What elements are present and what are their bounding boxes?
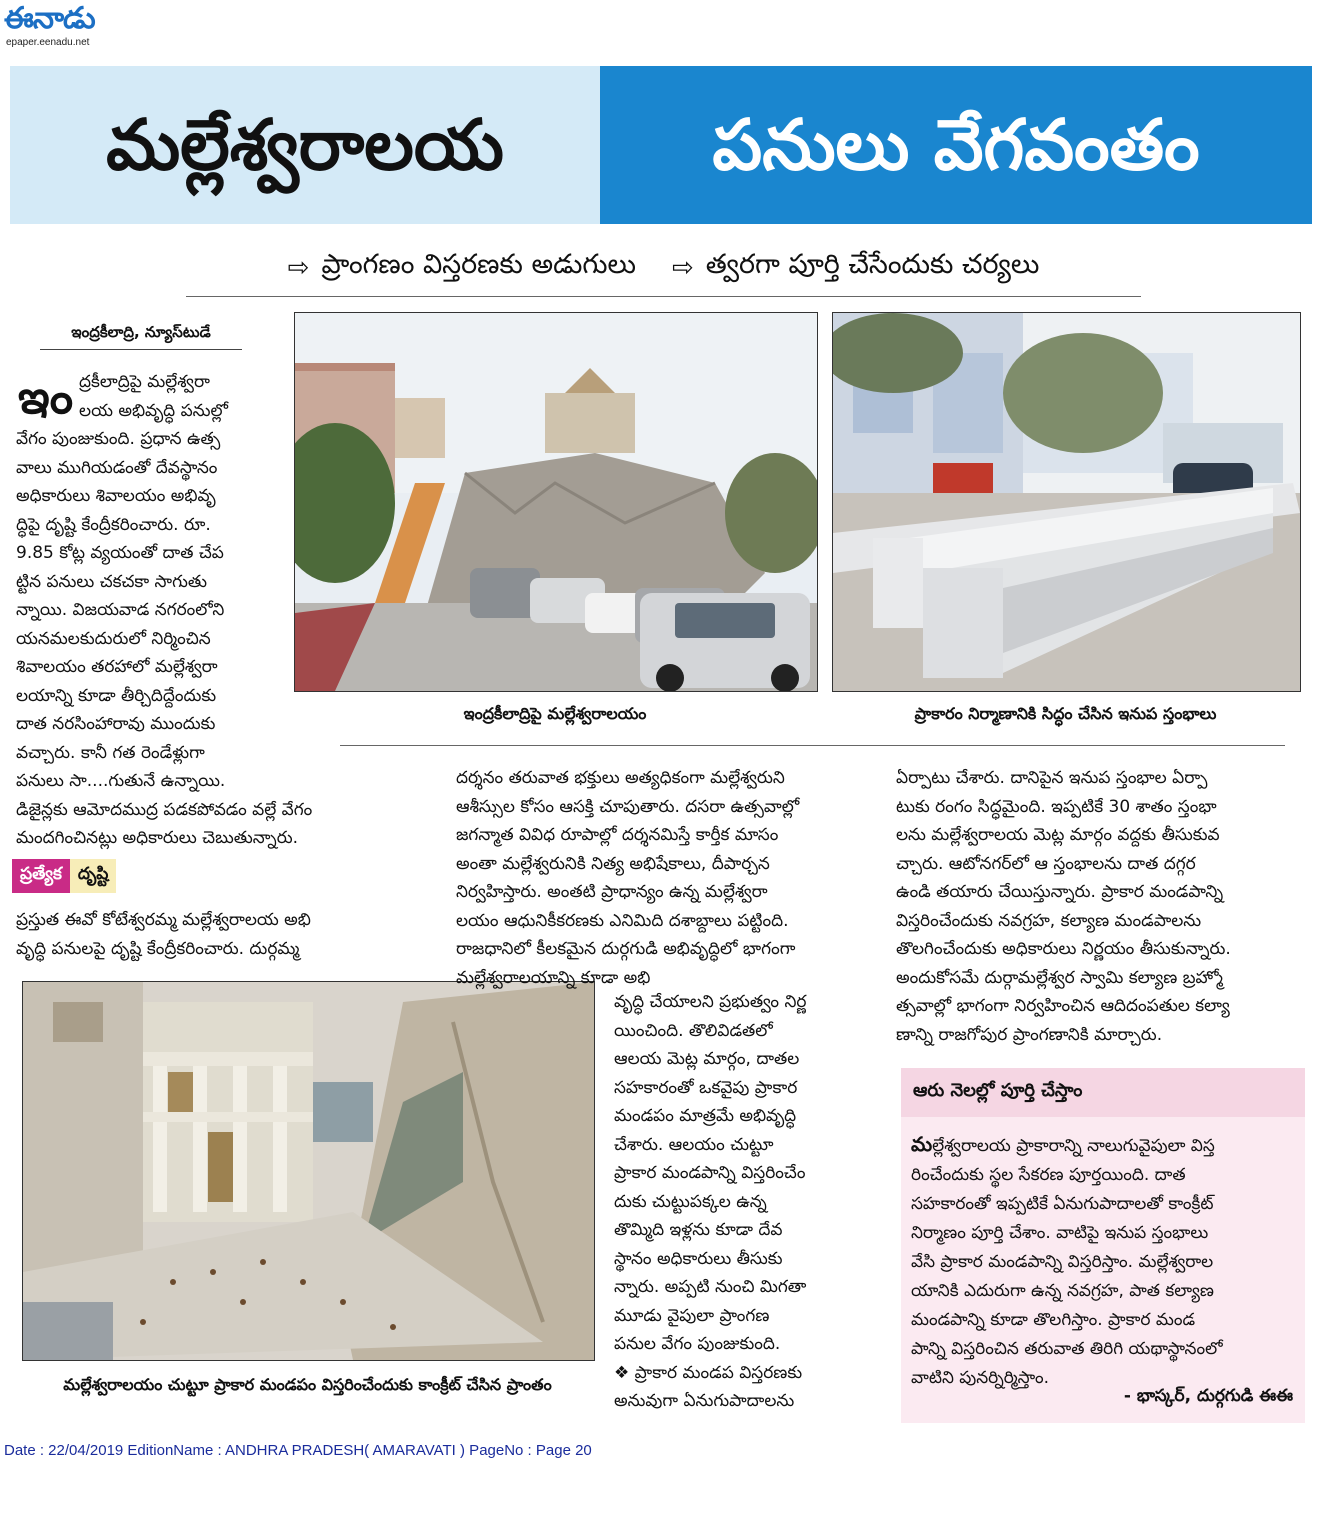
lead-line: లయాన్ని కూడా తీర్చిదిద్దేందుకు	[16, 685, 217, 706]
body-line: నిర్వహిస్తారు. అంతటి ప్రాధాన్యం ఉన్న మల్లేశ్వరా	[456, 882, 768, 902]
arrow-icon: ⇨	[287, 253, 310, 283]
deck-point-2-text: త్వరగా పూర్తి చేసేందుకు చర్యలు	[705, 249, 1040, 280]
lead-line: 9.85 కోట్ల వ్యయంతో దాత చేప	[16, 543, 224, 563]
lead-line: దాత నరసింహారావు ముందుకు	[16, 714, 216, 734]
lead-line: మందగించినట్లు అధికారులు చెబుతున్నారు.	[16, 828, 299, 848]
headline-left-panel	[10, 66, 600, 224]
body-line: తొలగించేందుకు అధికారులు నిర్ణయం తీసుకున్నారు.	[896, 939, 1231, 959]
article-column-2	[456, 764, 864, 992]
body-line: ఆశీస్సుల కోసం ఆసక్తి చూపుతారు. దసరా ఉత్సవాల్లో	[456, 796, 800, 817]
body-line: న్నారు. అప్పటి నుంచి మిగతా	[614, 1277, 807, 1297]
photo-concreted-area	[22, 981, 595, 1361]
arrow-icon: ⇨	[671, 253, 694, 283]
drop-cap: ఇం	[18, 370, 74, 424]
lead-line: ట్టిన పనులు చకచకా సాగుతు	[16, 571, 207, 592]
deck-point-1-text: ప్రాంగణం విస్తరణకు అడుగులు	[321, 249, 636, 280]
body-line: దర్శనం తరువాత భక్తులు అత్యధికంగా మల్లేశ్వరుని	[456, 768, 785, 788]
body-line: టుకు రంగం సిద్ధమైంది. ఇప్పటికే 30 శాతం స్తంభా	[896, 796, 1217, 817]
quote-box-heading: ఆరు నెలల్లో పూర్తి చేస్తాం	[901, 1068, 1305, 1117]
body-line: ణాన్ని రాజగోపుర ప్రాంగణానికి మార్చారు.	[896, 1024, 1163, 1045]
box-line: పాన్ని విస్తరించిన తరువాత తిరిగి యథాస్థానంలో	[911, 1339, 1223, 1359]
box-line: యానికి ఎదురుగా ఉన్న నవగ్రహ, పాత కల్యాణ	[911, 1281, 1214, 1301]
divider-rule	[340, 745, 1285, 746]
photo-iron-pillars	[832, 312, 1301, 692]
article-column-1b	[16, 906, 396, 963]
photo-caption: మల్లేశ్వరాలయం చుట్టూ ప్రాకార మండపం విస్తరించేందుకు కాంక్రీట్‌ చేసిన ప్రాంతం	[63, 1375, 552, 1394]
body-line: లను మల్లేశ్వరాలయ మెట్ల మార్గం వద్దకు తీసుకువ	[896, 825, 1220, 845]
box-line: వాటిని పునర్నిర్మిస్తాం.	[911, 1368, 1050, 1388]
body-line: చ్చారు. ఆటోనగర్‌లో ఆ స్తంభాలను దాత దగ్గర	[896, 853, 1196, 874]
box-line: సహకారంతో ఇప్పటికే ఏనుగుపాదాలతో కాంక్రీట్‌	[911, 1194, 1214, 1214]
box-line: వేసి ప్రాకార మండపాన్ని విస్తరిస్తాం. మల్లేశ్వరాల	[911, 1252, 1214, 1272]
body-line: సహకారంతో ఒకవైపు ప్రాకార	[614, 1077, 798, 1098]
body-line: రాజధానిలో కీలకమైన దుర్గగుడి అభివృద్ధిలో భాగంగా	[456, 939, 796, 959]
body-line: యించింది. తొలివిడతలో	[614, 1020, 773, 1041]
body-line: ఉండి తయారు చేయిస్తున్నారు. ప్రాకార మండపాన్ని	[896, 882, 1224, 902]
special-focus-tag	[12, 858, 116, 894]
box-first-letter: మ	[911, 1132, 933, 1156]
body-line: ఆలయ మెట్ల మార్గం, దాతల	[614, 1049, 800, 1069]
body-line: విస్తరించేందుకు నవగ్రహ, కల్యాణ మండపాలను	[896, 910, 1202, 931]
edition-footer: Date : 22/04/2019 EditionName : ANDHRA PRADESH( AMARAVATI ) PageNo : Page 20	[4, 1442, 592, 1459]
lead-line: వచ్చారు. కానీ గత రెండేళ్లుగా	[16, 742, 205, 763]
lead-line: లయ అభివృద్ధి పనుల్లో	[79, 400, 228, 421]
special-tag-label-2: దృష్టి	[70, 859, 116, 893]
dateline: ఇంద్రకీలాద్రి, న్యూస్‌టుడే	[40, 323, 242, 350]
box-line: మండపాన్ని కూడా తొలగిస్తాం. ప్రాకార మండ	[911, 1310, 1196, 1330]
body-line: తొమ్మిది ఇళ్లను కూడా దేవ	[614, 1220, 783, 1240]
photo-temple-on-hill	[294, 312, 818, 692]
body-line: ఏర్పాటు చేశారు. దానిపైన ఇనుప స్తంభాల ఏర్పా	[896, 768, 1208, 788]
lead-line: ద్ధిపై దృష్టి కేంద్రీకరించారు. రూ.	[16, 514, 211, 535]
lead-line: డిజైన్లకు ఆమోదముద్ర పడకపోవడం వల్లే వేగం	[16, 799, 313, 820]
body-line: వృద్ధి పనులపై దృష్టి కేంద్రీకరించారు. దుర్గమ్మ	[16, 938, 300, 959]
body-line: వృద్ధి చేయాలని ప్రభుత్వం నిర్ణ	[614, 992, 807, 1012]
box-line: మల్లేశ్వరాలయ ప్రాకారాన్ని నాలుగువైపులా విస్త	[911, 1132, 1215, 1156]
body-line: లయం ఆధునికీకరణకు ఎనిమిది దశాబ్దాలు పట్టింది.	[456, 910, 789, 931]
lead-line: యనమలకుదురులో నిర్మించిన	[16, 628, 211, 649]
body-line: ❖ ప్రాకార మండప విస్తరణకు	[614, 1362, 803, 1383]
quote-box	[901, 1068, 1305, 1423]
deck-point-2	[672, 249, 1039, 287]
quote-box-body	[911, 1130, 1297, 1393]
lead-line: ద్రకీలాద్రిపై మల్లేశ్వరా	[79, 372, 210, 392]
headline-right-panel	[600, 66, 1312, 224]
lead-line: అధికారులు శివాలయం అభివృ	[16, 486, 216, 506]
masthead-logo: ఈనాడు	[4, 1, 95, 36]
body-line: ప్రాకార మండపాన్ని విస్తరించేం	[614, 1163, 806, 1183]
body-line: చేశారు. ఆలయం చుట్టూ	[614, 1134, 774, 1155]
body-line: ప్రస్తుత ఈవో కోటేశ్వరమ్మ మల్లేశ్వరాలయ అభి	[16, 910, 311, 930]
headline-right-text: పనులు వేగవంతం	[712, 104, 1200, 186]
body-line: అంతా మల్లేశ్వరునికి నిత్య అభిషేకాలు, దీపార్చన	[456, 853, 770, 874]
lead-line: వేగం పుంజుకుంది. ప్రధాన ఉత్స	[16, 429, 221, 449]
lead-line: వాలు ముగియడంతో దేవస్థానం	[16, 457, 218, 478]
lead-line: న్నాయి. విజయవాడ నగరంలోని	[16, 600, 225, 620]
photo-caption: ప్రాకారం నిర్మాణానికి సిద్ధం చేసిన ఇనుప స్తంభాలు	[914, 704, 1217, 723]
body-line: జగన్మాత వివిధ రూపాల్లో దర్శనమిస్తే కార్తీక మాసం	[456, 825, 779, 845]
quote-signature: - భాస్కర్‌, దుర్గగుడి ఈఈ	[1123, 1386, 1293, 1406]
body-line: త్సవాల్లో భాగంగా నిర్వహించిన ఆదిదంపతుల కల్యా	[896, 996, 1230, 1016]
special-tag-label: ప్రత్యేక	[12, 859, 70, 893]
deck-point-1	[288, 249, 636, 287]
box-line: నిర్మాణం పూర్తి చేశాం. వాటిపై ఇనుప స్తంభాలు	[911, 1223, 1209, 1243]
body-line: మల్లేశ్వరాలయాన్ని కూడా అభి	[456, 967, 651, 988]
headline-left-text: మల్లేశ్వరాలయ	[106, 104, 504, 186]
body-line: మూడు వైపులా ప్రాంగణ	[614, 1305, 770, 1326]
article-lead	[16, 368, 294, 653]
body-line: అందుకోసమే దుర్గామల్లేశ్వర స్వామి కల్యాణ బ్రహ్మో	[896, 967, 1223, 988]
subheadline-deck	[186, 240, 1141, 297]
body-line: అనువుగా ఏనుగుపాదాలను	[614, 1391, 795, 1411]
box-line: రించేందుకు స్థల సేకరణ పూర్తయింది. దాత	[911, 1165, 1186, 1185]
article-column-3	[896, 764, 1306, 1049]
photo-caption: ఇంద్రకీలాద్రిపై మల్లేశ్వరాలయం	[463, 704, 647, 723]
lead-line: పనులు సా....గుతునే ఉన్నాయి.	[16, 771, 226, 791]
body-line: స్థానం అధికారులు తీసుకు	[614, 1248, 783, 1269]
body-line: పనుల వేగం పుంజుకుంది.	[614, 1334, 781, 1354]
masthead-url: epaper.eenadu.net	[6, 37, 90, 48]
body-line: మండపం మాత్రమే అభివృద్ధి	[614, 1106, 797, 1126]
article-column-2-narrow	[614, 988, 860, 1416]
lead-line: శివాలయం తరహాలో మల్లేశ్వరా	[16, 657, 218, 677]
body-line: దుకు చుట్టుపక్కల ఉన్న	[614, 1191, 767, 1212]
